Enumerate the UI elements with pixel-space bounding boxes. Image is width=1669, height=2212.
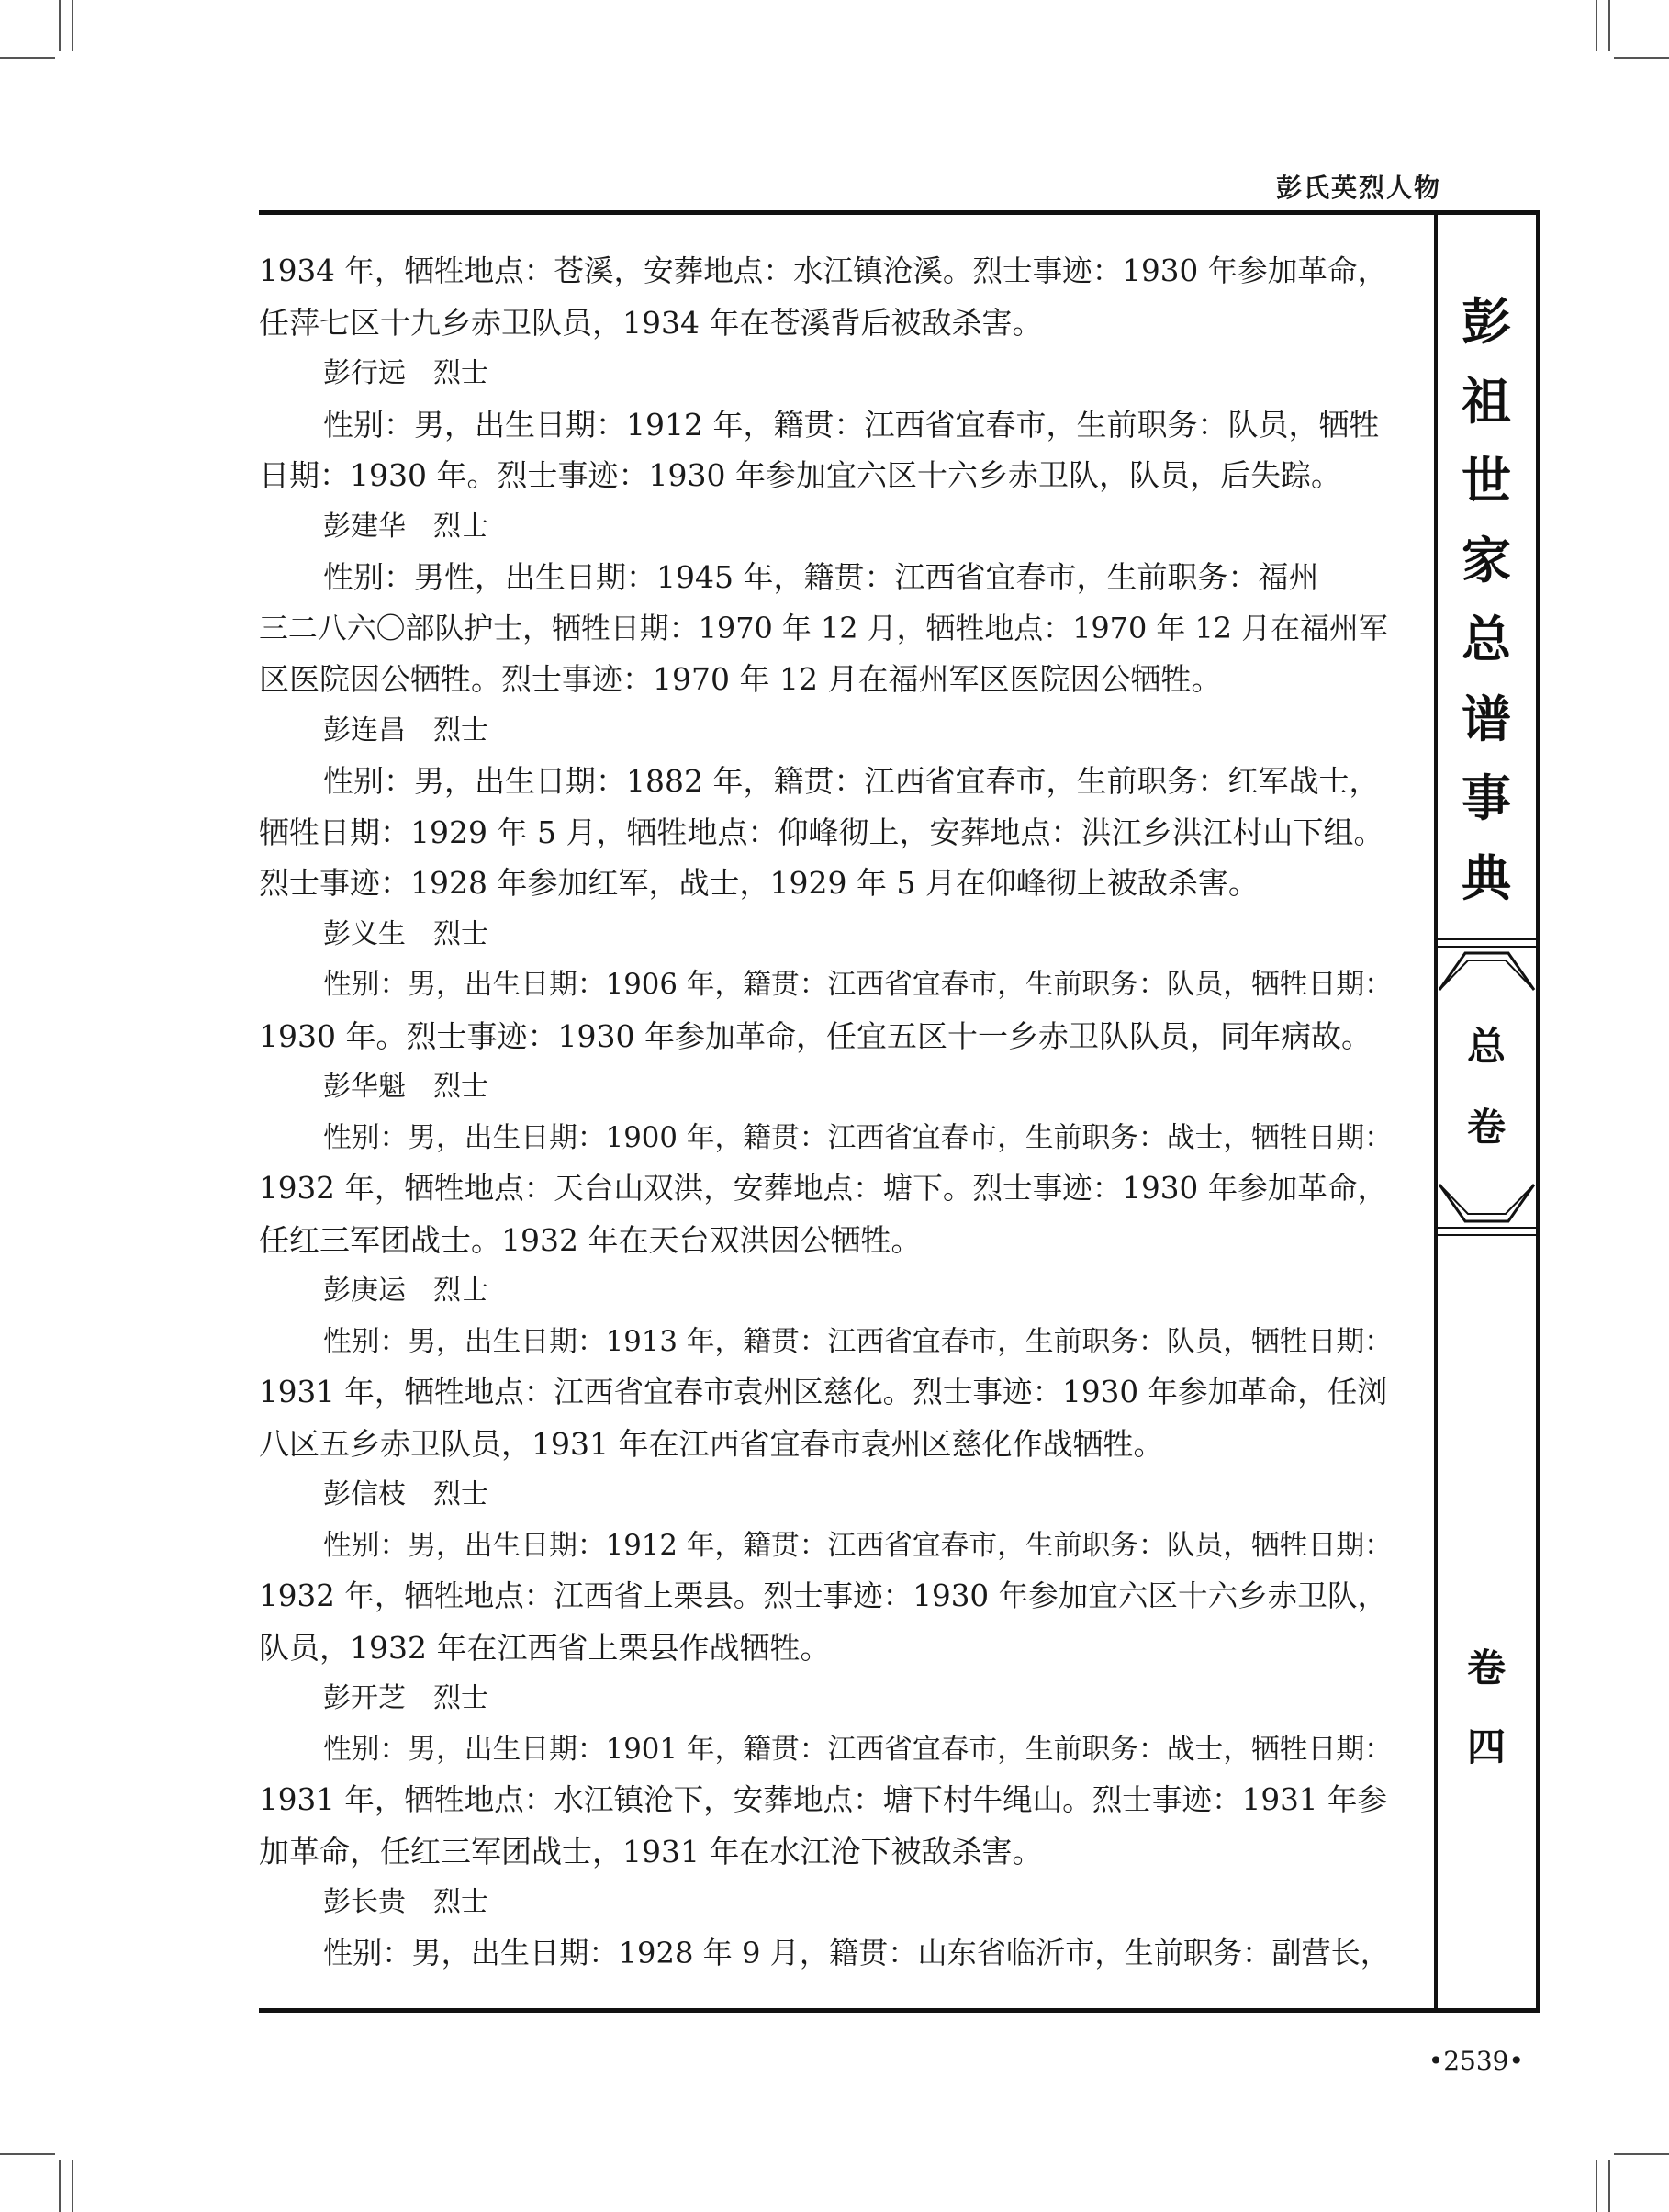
martyr-name: 彭义生 烈士 xyxy=(323,917,488,950)
body-line: 性别：男，出生日期：1912 年，籍贯：江西省宜春市，生前职务：队员，牺牲 xyxy=(323,406,1380,443)
martyr-name: 彭行远 烈士 xyxy=(323,357,488,389)
martyr-name: 彭庚运 烈士 xyxy=(323,1274,488,1307)
body-line: 加革命，任红三军团战士，1931 年在水江沧下被敌杀害。 xyxy=(259,1833,1043,1870)
crop-mark xyxy=(1608,0,1610,51)
crop-mark xyxy=(59,2160,61,2212)
body-line: 性别：男，出生日期：1928 年 9 月，籍贯：山东省临沂市，生前职务：副营长， xyxy=(323,1935,1390,1971)
martyr-name: 彭长贵 烈士 xyxy=(323,1886,488,1918)
body-line: 性别：男，出生日期：1900 年，籍贯：江西省宜春市，生前职务：战士，牺牲日期： xyxy=(323,1120,1393,1154)
body-line: 性别：男，出生日期：1882 年，籍贯：江西省宜春市，生前职务：红军战士， xyxy=(323,763,1380,799)
volume-number-label: 卷 四 xyxy=(1466,1645,1506,1769)
body-line: 性别：男，出生日期：1913 年，籍贯：江西省宜春市，生前职务：队员，牺牲日期： xyxy=(323,1324,1393,1358)
martyr-name: 彭信枝 烈士 xyxy=(323,1478,488,1510)
bottom-rule xyxy=(259,2008,1540,2013)
crop-mark xyxy=(1608,2160,1610,2212)
top-rule xyxy=(259,210,1540,215)
body-line: 任萍七区十九乡赤卫队员，1934 年在苍溪背后被敌杀害。 xyxy=(259,304,1043,341)
body-line: 任红三军团战士。1932 年在天台双洪因公牺牲。 xyxy=(259,1221,922,1258)
crop-mark xyxy=(1614,57,1669,59)
crop-mark xyxy=(59,0,61,51)
panel-divider xyxy=(1434,938,1540,940)
body-line: 日期：1930 年。烈士事迹：1930 年参加宜六区十六乡赤卫队，队员，后失踪。 xyxy=(259,457,1341,493)
crop-mark xyxy=(0,2153,55,2155)
martyr-name: 彭华魁 烈士 xyxy=(323,1071,488,1103)
body-line: 区医院因公牺牲。烈士事迹：1970 年 12 月在福州军区医院因公牺牲。 xyxy=(259,661,1222,697)
body-line: 性别：男，出生日期：1906 年，籍贯：江西省宜春市，生前职务：队员，牺牲日期： xyxy=(323,968,1393,1001)
chevron-ornament-top xyxy=(1438,948,1536,992)
body-line: 性别：男，出生日期：1901 年，籍贯：江西省宜春市，生前职务：战士，牺牲日期： xyxy=(323,1732,1393,1766)
book-title: 彭 祖 世 家 总 谱 事 典 xyxy=(1462,292,1511,907)
body-text xyxy=(259,246,1393,1979)
body-line: 1934 年，牺牲地点：苍溪，安葬地点：水江镇沧溪。烈士事迹：1930 年参加革命， xyxy=(259,253,1388,288)
body-line: 1932 年，牺牲地点：天台山双洪，安葬地点：塘下。烈士事迹：1930 年参加革命， xyxy=(259,1171,1388,1206)
panel-left-border xyxy=(1434,210,1438,2013)
panel-divider xyxy=(1434,1227,1540,1229)
martyr-name: 彭开芝 烈士 xyxy=(323,1682,488,1714)
body-line: 队员，1932 年在江西省上栗县作战牺牲。 xyxy=(259,1629,831,1666)
body-line: 三二八六〇部队护士，牺牲日期：1970 年 12 月，牺牲地点：1970 年 12 月在福州军 xyxy=(259,610,1388,646)
body-line: 性别：男性，出生日期：1945 年，籍贯：江西省宜春市，生前职务：福州 xyxy=(323,559,1319,595)
crop-mark xyxy=(72,2160,73,2212)
body-line: 1930 年。烈士事迹：1930 年参加革命，任宜五区十一乡赤卫队队员，同年病故。 xyxy=(259,1017,1372,1054)
body-line: 八区五乡赤卫队员，1931 年在江西省宜春市袁州区慈化作战牺牲。 xyxy=(259,1425,1164,1462)
martyr-name: 彭连昌 烈士 xyxy=(323,713,488,747)
crop-mark xyxy=(1596,2160,1597,2212)
chevron-ornament-bottom xyxy=(1438,1183,1536,1227)
running-header: 彭氏英烈人物 xyxy=(1275,173,1441,203)
body-line: 1931 年，牺牲地点：江西省宜春市袁州区慈化。烈士事迹：1930 年参加革命，任浏 xyxy=(259,1375,1388,1409)
panel-right-border xyxy=(1536,210,1540,2013)
crop-mark xyxy=(72,0,73,51)
body-line: 1931 年，牺牲地点：水江镇沧下，安葬地点：塘下村牛绳山。烈士事迹：1931 年参 xyxy=(259,1782,1388,1817)
crop-mark xyxy=(1614,2153,1669,2155)
body-line: 烈士事迹：1928 年参加红军，战士，1929 年 5 月在仰峰彻上被敌杀害。 xyxy=(259,865,1259,901)
crop-mark xyxy=(1596,0,1597,51)
martyr-name: 彭建华 烈士 xyxy=(323,510,488,543)
volume-total-label: 总 卷 xyxy=(1466,1024,1506,1150)
page-number: •2539• xyxy=(1428,2046,1524,2076)
body-line: 1932 年，牺牲地点：江西省上栗县。烈士事迹：1930 年参加宜六区十六乡赤卫队， xyxy=(259,1578,1388,1613)
crop-mark xyxy=(0,57,55,59)
panel-divider xyxy=(1434,1234,1540,1236)
body-line: 性别：男，出生日期：1912 年，籍贯：江西省宜春市，生前职务：队员，牺牲日期： xyxy=(323,1528,1393,1562)
body-line: 牺牲日期：1929 年 5 月，牺牲地点：仰峰彻上，安葬地点：洪江乡洪江村山下组。 xyxy=(259,814,1384,850)
